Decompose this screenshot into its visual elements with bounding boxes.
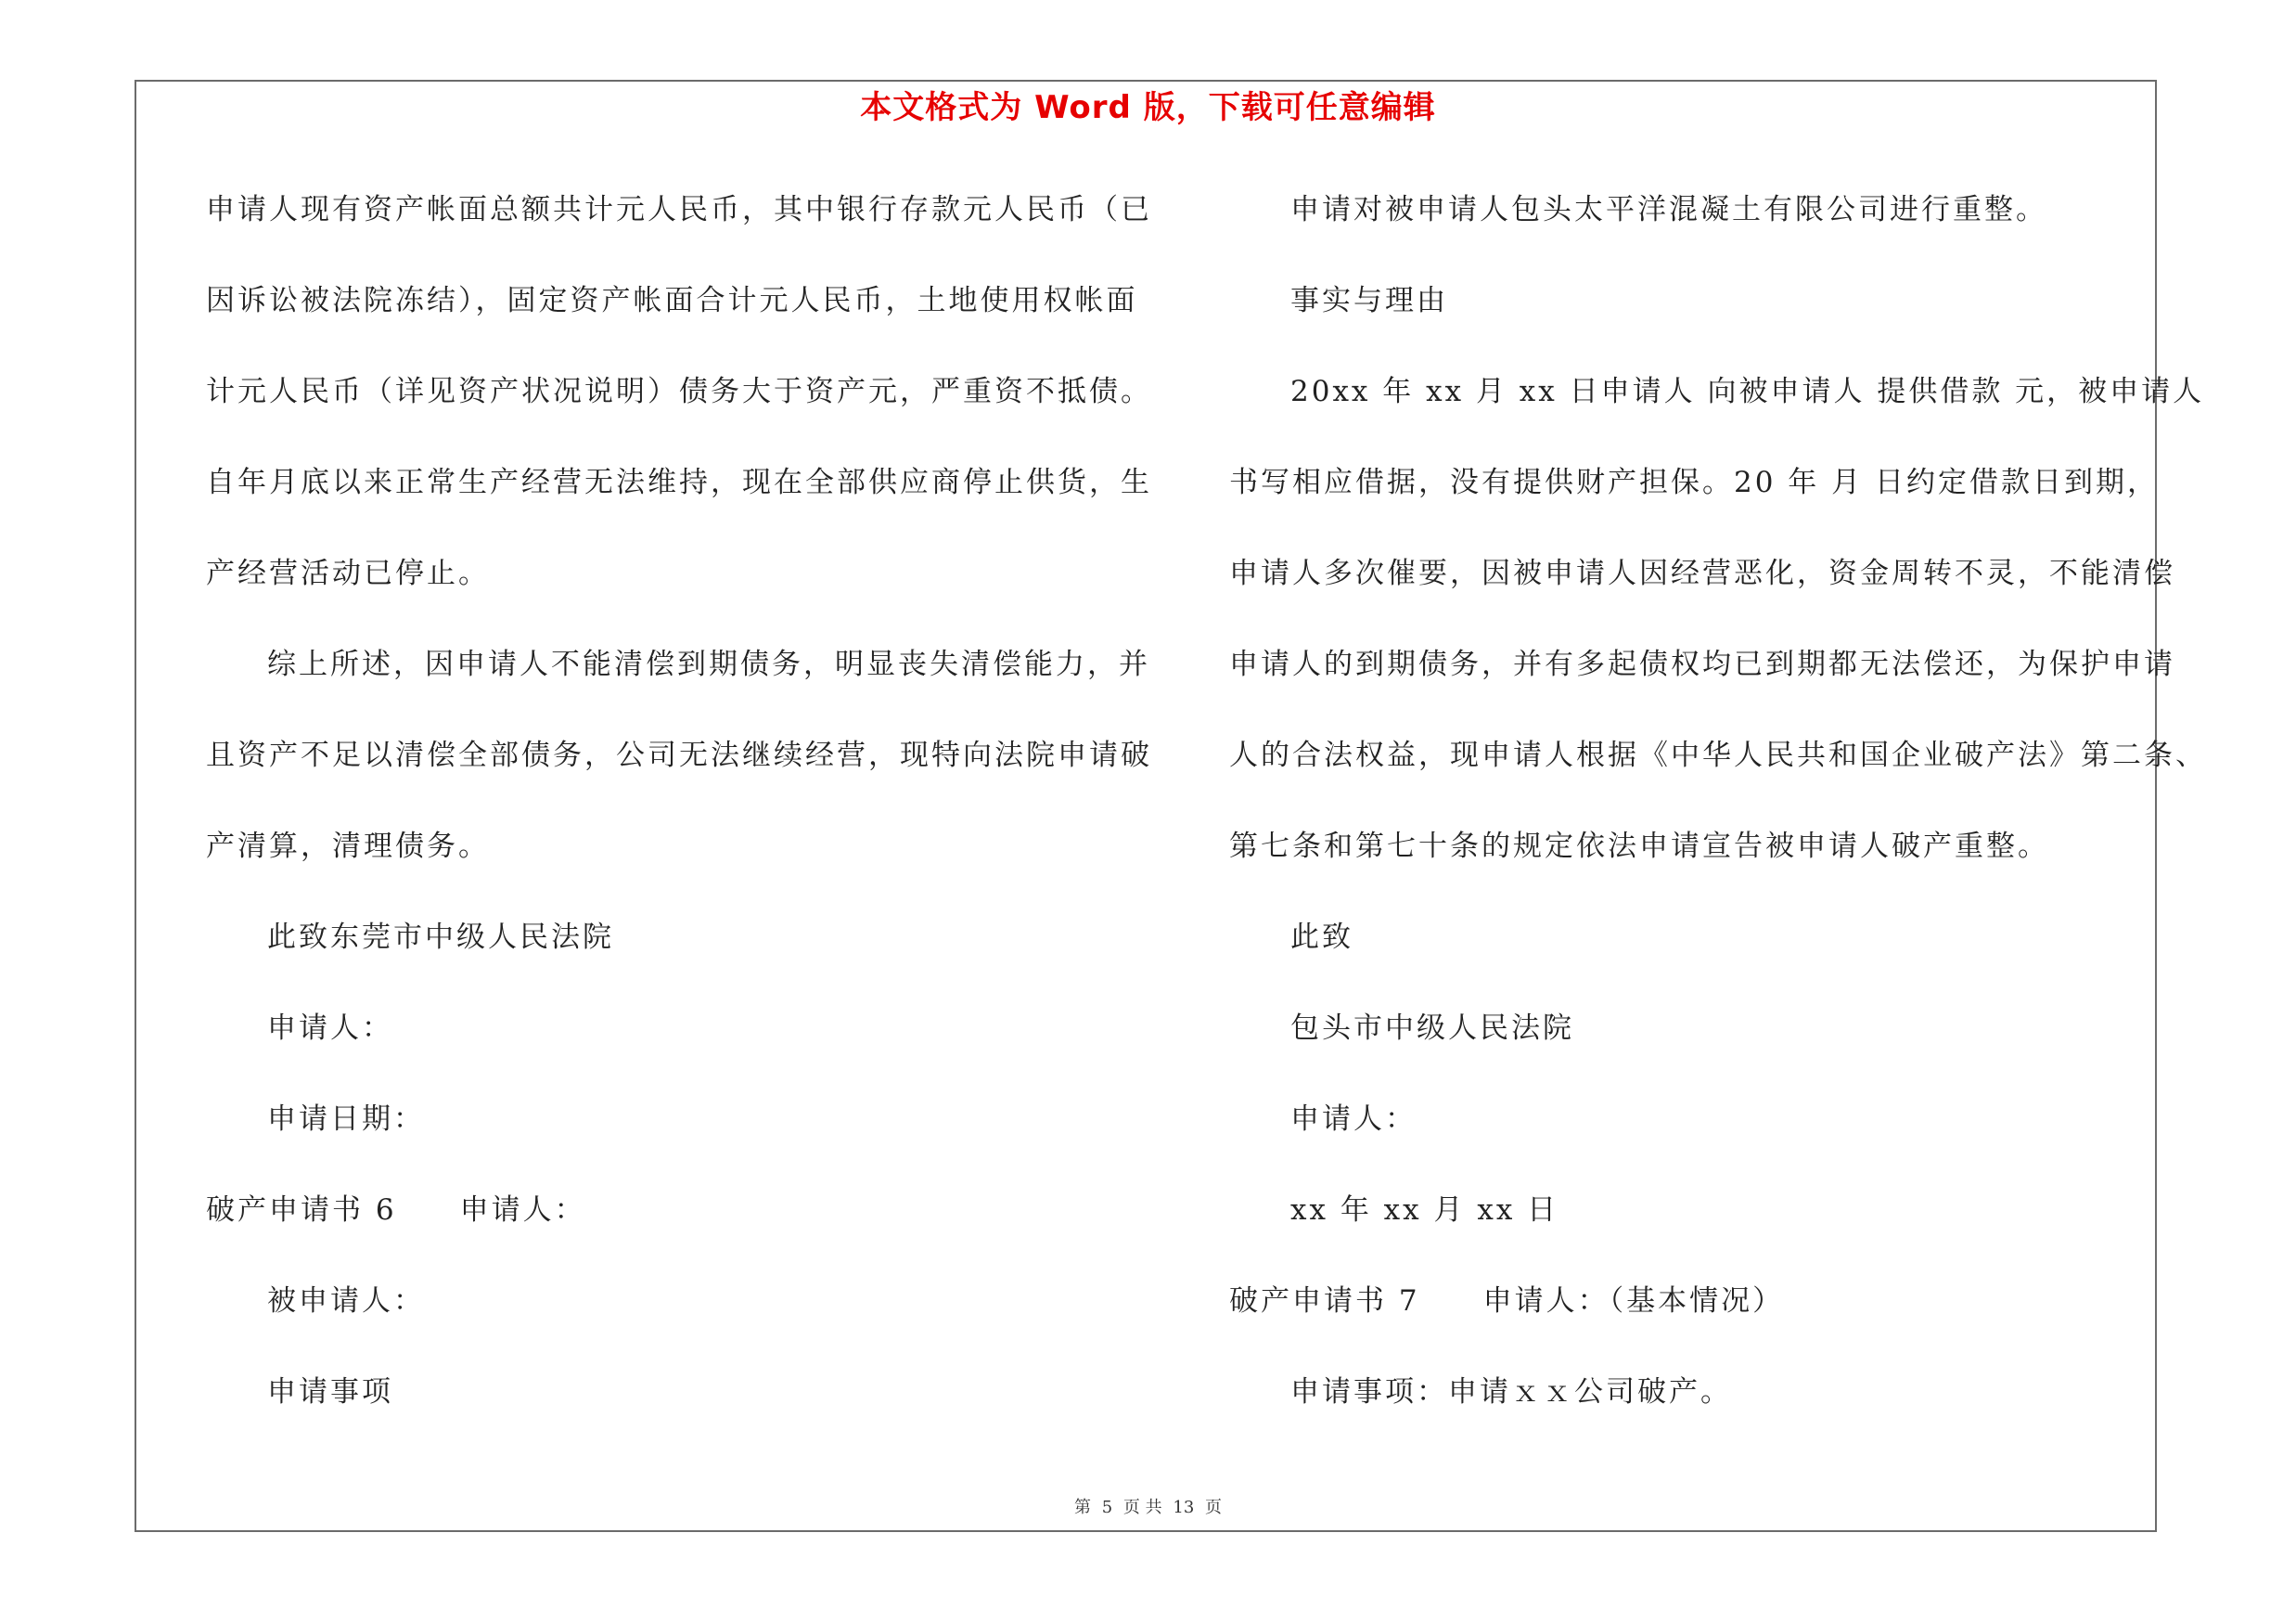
paragraph-line: 产经营活动已停止。 bbox=[206, 557, 490, 590]
footer-current-page: 5 bbox=[1101, 1498, 1113, 1517]
footer-total-pages: 13 bbox=[1173, 1498, 1195, 1517]
paragraph-line: 20xx 年 xx 月 xx 日申请人 向被申请人 提供借款 元，被申请人 bbox=[1290, 375, 2205, 408]
paragraph-line: 申请人： bbox=[267, 1011, 393, 1045]
paragraph-line: 申请对被申请人包头太平洋混凝土有限公司进行重整。 bbox=[1290, 193, 2047, 226]
paragraph-line: 申请事项 bbox=[267, 1375, 393, 1409]
paragraph-line: 自年月底以来正常生产经营无法维持，现在全部供应商停止供货，生 bbox=[206, 466, 1152, 499]
paragraph-line: 被申请人： bbox=[267, 1284, 425, 1318]
word-format-banner: 本文格式为 Word 版，下载可任意编辑 bbox=[860, 89, 1436, 126]
paragraph-line: 申请人： bbox=[1290, 1102, 1417, 1136]
paragraph-line: 计元人民币（详见资产状况说明）债务大于资产元，严重资不抵债。 bbox=[206, 375, 1152, 408]
page-footer bbox=[0, 1494, 2296, 1518]
footer-middle: 页 共 bbox=[1122, 1498, 1162, 1517]
paragraph-line: 第七条和第七十条的规定依法申请宣告被申请人破产重整。 bbox=[1229, 830, 2049, 863]
paragraph-line: 申请人现有资产帐面总额共计元人民币，其中银行存款元人民币（已 bbox=[206, 193, 1152, 226]
paragraph-line: xx 年 xx 月 xx 日 bbox=[1290, 1193, 1559, 1227]
paragraph-line: 人的合法权益，现申请人根据《中华人民共和国企业破产法》第二条、 bbox=[1229, 739, 2207, 772]
paragraph-line: 且资产不足以清偿全部债务，公司无法继续经营，现特向法院申请破 bbox=[206, 739, 1152, 772]
paragraph-line: 申请人多次催要，因被申请人因经营恶化，资金周转不灵，不能清偿 bbox=[1229, 557, 2175, 590]
footer-prefix: 第 bbox=[1073, 1498, 1091, 1517]
paragraph-line: 此致 bbox=[1290, 921, 1353, 954]
paragraph-line: 申请日期： bbox=[267, 1102, 425, 1136]
paragraph-line: 产清算，清理债务。 bbox=[206, 830, 490, 863]
paragraph-line: 申请事项：申请ｘｘ公司破产。 bbox=[1290, 1375, 1732, 1409]
paragraph-line: 事实与理由 bbox=[1290, 284, 1448, 317]
paragraph-line: 因诉讼被法院冻结），固定资产帐面合计元人民币，土地使用权帐面 bbox=[206, 284, 1138, 317]
paragraph-line: 包头市中级人民法院 bbox=[1290, 1011, 1574, 1045]
paragraph-line: 申请人的到期债务，并有多起债权均已到期都无法偿还，为保护申请 bbox=[1229, 648, 2175, 681]
footer-suffix: 页 bbox=[1205, 1498, 1223, 1517]
paragraph-line: 综上所述，因申请人不能清偿到期债务，明显丧失清偿能力，并 bbox=[267, 648, 1150, 681]
paragraph-line: 此致东莞市中级人民法院 bbox=[267, 921, 614, 954]
paragraph-line: 破产申请书 7 申请人：（基本情况） bbox=[1229, 1284, 1785, 1318]
paragraph-line: 破产申请书 6 申请人： bbox=[206, 1193, 586, 1227]
left-text-column bbox=[206, 181, 1152, 1454]
right-text-column bbox=[1229, 181, 2207, 1454]
paragraph-line: 书写相应借据，没有提供财产担保。20 年 月 日约定借款日到期， bbox=[1229, 466, 2160, 499]
